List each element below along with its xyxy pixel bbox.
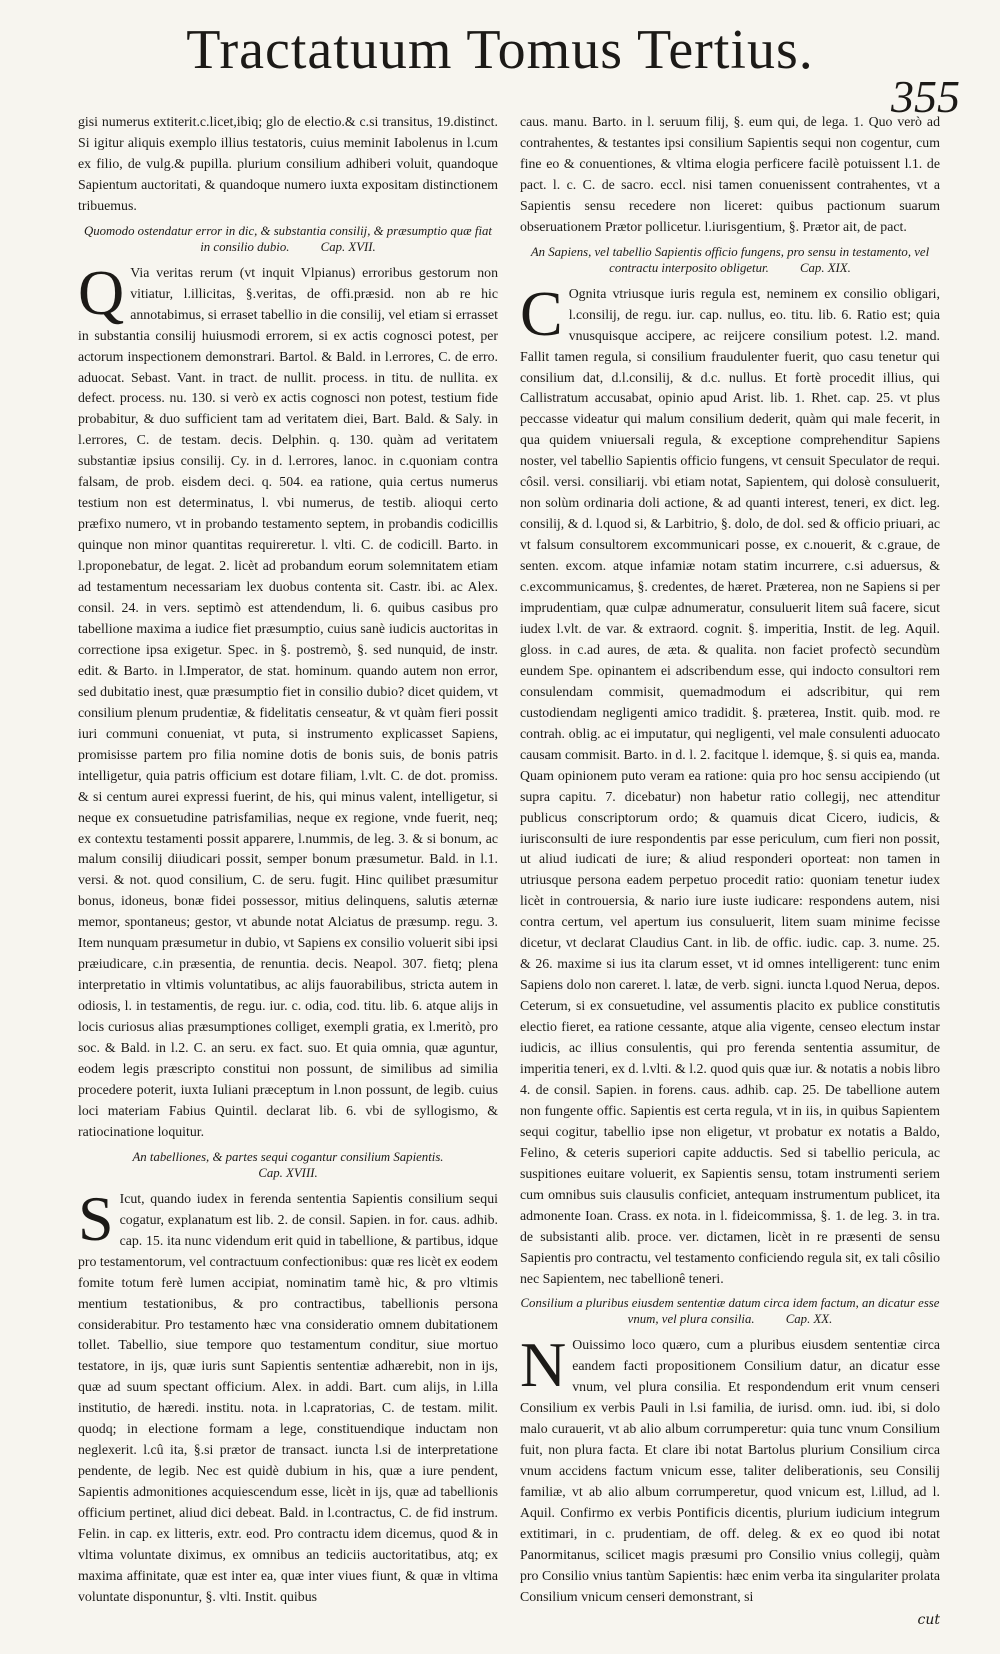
paragraph-text: Icut, quando iudex in ferenda sententia Sapientis consilium sequi cogatur, explanatum est lib. 2. de consil. Sapien. in for. caus. adhib. cap. 15. ita nunc videndum erit quid in tabellione, & partibus, idque pro testamentorum, vel contractuum confectionibus: quæ res licèt ex eodem fomite totum ferè lumen accipiat, nominatim tamè hic, & pro vltimis mentium testationibus, & pro contractibus, tabellionis persona considerabitur. Pro testamento hæc vna consideratio omnem dubitationem tollet. Tabellio, siue tempore quo testamentum conditur, siue mortuo testatore, in ijs, quæ iuris sunt Sapientis sententiæ adhærebit, non in ijs, quæ ad suum spectant officium. Alex. in addi. Bart. cum alijs, in l.illa institutio, de hæredi. institu. nota. in l.capratorias, C. de testam. milit. quodq; in electione formam a lege, constituendique inductam non neglexerit. l.cû ita, §.si prætor de transact. iuncta l.si de interpretatione pendente, de legib. Nec est quidè dubium in his, quæ a iure pendent, Sapientis admonitiones acquiescendum esse, licèt in ijs, quæ ad tabellionis officium pertinet, aliud dici debeat. Bald. in l.contractus, C. de fid instrum. Felin. in cap. ex litteris, extr. eod. Pro contractu idem dicemus, quod & in vltima voluntate diximus, ex omnibus an tediciis auctoritatibus, atq; ex maxima affinitate, quæ est inter ea, quæ inter viues fiunt, & quæ in vltima voluntate disponuntur, §. vlti. Instit. quibus [78, 1190, 498, 1604]
drop-cap: C [520, 277, 563, 349]
catchword: cut [917, 1611, 940, 1628]
left-column [78, 112, 498, 1614]
right-paragraph-1: caus. manu. Barto. in l. seruum filij, §. eum qui, de lega. 1. Quo verò ad contrahentes, & testantes ipsi consilium Sapientis sequi non cogentur, cum fine eo & conuentiones, & vltima elogia perficere facilè potuissent l.1. de pact. l. c. C. de sacro. eccl. nisi tamen conuenissent contrahentes, vt a Sapientis sensu recedere non liceret: quibus pactionum suarum obseruationem Prætor pollicetur. l.iurisgentium, §. Prætor ait, de pact. [520, 114, 940, 234]
left-paragraph-3 [78, 1182, 498, 1608]
chapter-rubric-20 [520, 1295, 940, 1327]
right-paragraph-3 [520, 1329, 940, 1607]
running-title: Tractatuum Tomus Tertius. [186, 19, 814, 81]
chapter-rubric-17 [78, 223, 498, 255]
rubric-text: Consilium a pluribus eiusdem sententiæ datum circa idem factum, an dicatur esse vnum, vel plura consilia. [520, 1296, 940, 1327]
chapter-number: Cap. XVIII. [258, 1165, 318, 1180]
paragraph-text: Via veritas rerum (vt inquit Vlpianus) erroribus gestorum non vitiatur, l.illicitas, §.veritas, de offi.præsid. non ab re hic annotabimus, si erraset tabellio in die consilij, vel etiam si errasset in substantia consilij huiusmodi errorem, si ex actis cognosci potest, per actorum inspectionem demonstrari. Bartol. & Bald. in l.errores, C. de erro. aduocat. Sebast. Vant. in tract. de nullit. process. in titu. de nullita. ex defect. process. nu. 130. si verò ex actis cognosci non potest, testium fide probabitur, & duo sufficient tam ad veritatem diei, Bart. Bald. & Saly. in l.errores, C. de testam. decis. Delphin. q. 130. quàm ad veritatem substantiæ ipsius consilij. Cy. in d. l.errores, lanoc. in c.quoniam contra falsam, de prob. eisdem deci. q. 504. ea ratione, quia certus numerus testium non est determinatus, l. vbi numerus, de testib. alioqui certo præfixo numero, vt in probando testamento septem, in probandis codicillis quinque non minor quantitas requireretur. l. vlti. C. de codicill. Barto. in l.proponebatur, de legat. 2. licèt ad probandum eorum solemnitatem etiam ad testamentum necessariam lex duobus contenta sit. Castr. ibi. ac Alex. consil. 24. in vers. septimò est attendendum, li. 6. quibus casibus pro tabellione maxima a iudice fiet præsumptio, cuius sanè iudicis auctoritas in correctione ipsa exigetur. Spec. in §. postremò, §. sed nunquid, de instr. edit. & Barto. in l.Imperator, de stat. hominum. quando autem non error, sed dubitatio inest, quæ præsumptio fiet in consilio dubio? dicet quidem, vt consilium plenum prudentiæ, & fidelitatis censeatur, & vt quàm fieri possit iuri communi conueniat, vt puta, si instrumento explicasset Sapiens, promisisse partem pro filia nomine dotis de bonis suis, de bonis patris intelligetur, quia patris officium est dotare filiam, l.vlt. C. de dot. promiss. & si centum aurei expressi fuerint, de his, qui minus valent, intelligetur, si neque ex consuetudine patrisfamilias, neque ex regione, vnde fuerit, neq; ex contextu testamenti possit apparere, l.nummis, de leg. 3. & si bonum, ac malum consilij diiudicari possit, semper bonum præsumetur. Bald. in l.1. versi. & not. quod consilium, C. de seru. fugit. Hinc quilibet præsumitur bonus, idoneus, bonæ fidei possessor, mitius delinquens, salutis æternæ memor, spontaneus; gestor, vt abunde notat Alciatus de præsump. regu. 3. Item nunquam præsumetur in dubio, vt Sapiens ex consilio voluerit sibi ipsi præiudicare, c.in præsentia, de renuntia. decis. Neapol. 307. fietq; plena interpretatio in vltimis voluntatibus, ac alijs fauorabilibus, stricta autem in odiosis, l. in testamentis, de regu. iur. c. odia, cod. titu. lib. 6. atque alijs in locis curiosus alias præsumptiones colliget, exempli gratia, ex l.meritò, pro soc. & Bald. in l.2. C. an seru. ex fact. suo. Et quia omnia, quæ aguntur, eodem legis præscripto constitui non possunt, de similibus ad similia procedere poterit, iuxta Iuliani præceptum in l.non possunt, de legib. cuius loci materiam Fabius Quintil. declarat lib. 6. vbi de syllogismo, & ratiocinatione loquitur. [78, 264, 498, 1139]
rubric-text: An tabelliones, & partes sequi cogantur consilium Sapientis. [132, 1149, 444, 1164]
paragraph-text: Ouissimo loco quæro, cum a pluribus eiusdem sententiæ circa eandem facti propositionem Consilium datur, an dicatur esse vnum, vel plura consilia. Et respondendum erit vnum censeri Consilium ex verbis Pauli in l.si familia, de iurisd. omn. iud. ibi, si dolo malo curauerit, vt ab alio album corrumperetur: quia tunc vnum Consilium fuit, non plura facta. Et clare ibi notat Bartolus plurium Consilium circa vnum accidens factum vnicum esse, taliter deliberationis, seu Consilij familiæ, vt ab alio album corrumperetur, quod vnicum est, l.illud, ad l. Aquil. Confirmo ex verbis Pontificis dicentis, plurium iudicium integrum extitimari, in c. prudentiam, de off. deleg. & ex eo quod ibi notat Panormitanus, scilicet magis præsumi pro Consilio vnius collegij, quàm pro Consilio vnius tantùm Sapientis: hæc enim verba ita singulariter prolata Consilium vnicum censeri demonstrant, si [520, 1337, 940, 1604]
left-paragraph-1: gisi numerus extiterit.c.licet,ibiq; glo de electio.& c.si transitus, 19.distinct. Si igitur aliquis exemplo illius testatoris, cuius meminit Iabolenus in l.cum ex filio, de vulg.& pupilla. plurium consilium adhiberi voluit, quandoque Sapientum auctoritati, & quandoque numero iuxta expositam distinctionem tribuemus. [78, 114, 498, 213]
left-paragraph-2 [78, 256, 498, 1143]
drop-cap: Q [78, 256, 125, 328]
chapter-rubric-18 [78, 1149, 498, 1181]
page-number: 355 [891, 71, 960, 122]
right-column [520, 112, 940, 1628]
chapter-number: Cap. XVII. [320, 239, 376, 254]
drop-cap: S [78, 1182, 114, 1254]
chapter-number: Cap. XX. [785, 1312, 833, 1327]
paragraph-text: Ognita vtriusque iuris regula est, neminem ex consilio obligari, l.consilij, de regu. iur. cap. nullus, eo. titu. lib. 6. Ratio est; quia vnusquisque accipere, ac reijcere consilium potest. l.2. mand. Fallit tamen regula, si consilium fraudulenter fuerit, quo casu tenetur qui consilium dat, d.l.consilij, & d.c. nullus. Et fortè procedit illius, qui Callistratum accusabat, opinio apud Arist. lib. 1. Rhet. cap. 25. vt plus peccasse videatur qui malum consilium dederit, quàm qui male fecerit, in qua quidem vniuersali regula, & exceptione comprehenditur Sapiens noster, vel tabellio Sapientis officio fungens, vt censuit Speculator de requi. côsil. versi. consiliarij. vbi etiam notat, Sapientem, qui dolosè consuluerit, non solùm ordinaria doli actione, & ad quanti interest, teneri, ex dict. leg. consilij, & d. l.quod si, & Larbitrio, §. dolo, de dol. sed & officio priuari, ac vt falsum consultorem excommunicari posse, ex c.nouerit, & c.graue, de senten. excom. atque infamiæ notam statim incurrere, c.si aduersus, & c.excommunicamus, §. credentes, de hæret. Præterea, non ne Sapiens si per imprudentiam, quæ culpæ adnumeratur, consuluerit litem suâ facere, sicut iudex l.vlt. de var. & extraord. cognit. §. imperitia, Instit. de leg. Aquil. gloss. in c.ad aures, de æta. & qualita. non faciet profectò secundùm eundem Spe. opinantem ei adscribendum esse, qui indocto consultori rem consulendam commisit, quemadmodum ei adscribitur, qui rem custodiendam negligenti amico tradidit. §. præterea, Instit. quib. mod. re contrah. oblig. ac ei imputatur, qui negligenti, vel male consulenti aduocato causam commisit. Barto. in d. l. 2. facitque l. idemque, §. si quis ea, manda. Quam opinionem puto veram ea ratione: quia pro hoc sensu accipiendo (ut supra capitu. 7. dicebatur) non habetur ratio collegij, nec attenditur publicus conscriptorum ordo; & quamuis dicat Cicero, iudicis, & iurisconsulti de iure respondentis par esse periculum, cum fieri non possit, ut aliud iudicati de iure; & aliud responderi oporteat: non tamen in utriusque persona eadem perpetuo procedit ratio: quoniam tenetur iudex licèt in controuersia, & nario iure iuste iudicare: respondens autem, nisi contra certum, vel apertum ius consuluerit, litem suam minime fecisse dicetur, vt declarat Claudius Cant. in lib. de offic. iudic. cap. 3. nume. 25. & 26. maxime si ius ita clarum esset, vt id omnes intelligerent: tunc enim Sapiens dolo non careret. l. latæ, de verb. signi. iuncta l.quod Nerua, depos. Ceterum, si ex consuetudine, vel assumentis placito ex publice constitutis electio fieret, ea ratione cessante, atque alia vigente, censeo electum instar iudicis, ac illius consulentis, qui pro ferenda sententia assumitur, de imperitia teneri, ex d. l.vlti. & l.2. quod quis quæ iur. & notatis a nobis libro 4. de consil. Sapien. in forens. caus. adhib. cap. 25. De tabellione autem non fungente offic. Sapientis est certa regula, vt in iis, in quibus Sapientem sequi cogitur, tabellio ipse non eligetur, vt probatur ex notatis a Baldo, Felino, & ceteris superiori capite adductis. Sed si tabellio pericula, ac suspitiones euitare voluerit, ex Sapientis sensu, totam instrumenti seriem cum omnibus suis clausulis conficiet, antequam instrumentum publicet, ita admonente Ioan. Crass. ex nota. in l. fideicommissa, §. 1. de leg. 3. in tra. de subsistanti alib. proce. ver. dictamen, licèt in re præsenti de sensu Sapientis pro contractu, vel testamento conficiendo regula sit, ex tali côsilio nec Sapientem, nec tabellionê teneri. [520, 285, 940, 1286]
right-paragraph-2 [520, 277, 940, 1290]
rubric-text: Quomodo ostendatur error in dic, & substantia consilij, & præsumptio quæ fiat in consilio dubio. [84, 223, 492, 254]
rubric-text: An Sapiens, vel tabellio Sapientis officio fungens, pro sensu in testamento, vel contractu interposito obligetur. [530, 244, 930, 275]
drop-cap: N [520, 1329, 567, 1401]
chapter-number: Cap. XIX. [799, 260, 851, 275]
chapter-rubric-19 [520, 244, 940, 276]
